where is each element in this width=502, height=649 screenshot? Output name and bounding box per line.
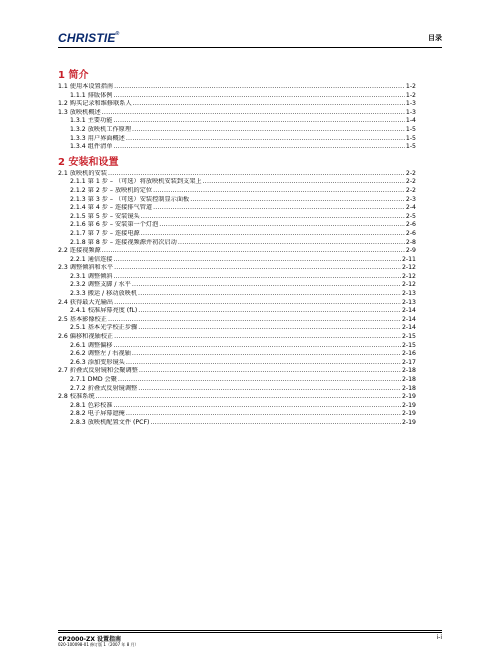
toc-entry-title: 2.7.2 折叠式反射镜调整: [70, 384, 138, 392]
toc-entry-title: 2.6.2 调整左 / 右视轴: [70, 350, 131, 358]
toc-leader-dots: [96, 393, 401, 402]
toc-entry-title: 2.1.6 第 6 步 – 安装第一个灯泡: [70, 221, 159, 229]
toc-leader-dots: [108, 170, 405, 179]
toc-entry-title: 2.4 获得最大光输出: [58, 298, 114, 306]
toc-leader-dots: [113, 402, 400, 411]
toc-leader-dots: [138, 290, 401, 299]
toc-entry-title: 1.3.4 组件清单: [70, 143, 113, 151]
toc-entry[interactable]: [58, 342, 416, 351]
toc-entry-title: 2.1.8 第 8 步 – 连接视频源并初次启动: [70, 238, 177, 246]
toc-entry[interactable]: [58, 367, 416, 376]
toc-entry-page: 2-11: [401, 255, 416, 263]
toc-entry-page: 2-2: [405, 169, 416, 177]
toc-entry-page: 2-15: [401, 341, 416, 349]
toc-entry-title: 2.2 连接视频源: [58, 247, 101, 255]
toc-entry[interactable]: [58, 247, 416, 256]
footer-revision: 020-100098-01 修订版 1（2007 年 8 月）: [58, 642, 139, 647]
logo-text: CHRISTIE: [58, 31, 116, 45]
toc-entry-title: 2.1.4 第 4 步 – 连接排气管道: [70, 204, 153, 212]
toc-entry[interactable]: [58, 178, 416, 187]
toc-entry-title: 2.5 基本影像校正: [58, 315, 107, 323]
toc-entry-title: 2.1.7 第 7 步 – 连接电源: [70, 229, 140, 237]
toc-entry-page: 2-2: [405, 178, 416, 186]
toc-leader-dots: [108, 316, 401, 325]
toc-entry[interactable]: [58, 135, 416, 144]
toc-leader-dots: [139, 367, 401, 376]
toc-entry-page: 2-12: [401, 264, 416, 272]
toc-leader-dots: [138, 307, 401, 316]
toc-entry[interactable]: [58, 230, 416, 239]
toc-entry-page: 2-2: [405, 186, 416, 194]
toc-entry-page: 2-4: [405, 204, 416, 212]
toc-entry[interactable]: [58, 333, 416, 342]
toc-entry-page: 2-3: [405, 195, 416, 203]
toc-leader-dots: [114, 333, 401, 342]
toc-entry-page: 2-12: [401, 281, 416, 289]
toc-entry-title: 2.6.3 添加变形镜头: [70, 358, 125, 366]
toc-entry-title: 2.8.3 放映机配置文件 (PCF): [70, 418, 150, 426]
toc-leader-dots: [153, 204, 405, 213]
chapter-2-entries: [58, 170, 416, 428]
toc-entry-page: 2-19: [401, 393, 416, 401]
footer-divider: [58, 630, 442, 631]
toc-leader-dots: [126, 410, 401, 419]
toc-entry-title: 2.6.1 调整偏移: [70, 341, 113, 349]
toc-leader-dots: [138, 324, 401, 333]
toc-entry[interactable]: [58, 290, 416, 299]
table-of-contents: [58, 68, 416, 428]
toc-leader-dots: [113, 143, 404, 152]
toc-entry-page: 2-14: [401, 307, 416, 315]
toc-entry-title: 2.4.1 校准屏幕亮度 (fL): [70, 307, 138, 315]
toc-entry[interactable]: [58, 307, 416, 316]
toc-entry[interactable]: [58, 256, 416, 265]
toc-entry-title: 2.3.2 调整支脚 / 水平: [70, 281, 131, 289]
toc-entry-title: 2.3.3 搬运 / 移动放映机: [70, 290, 138, 298]
toc-leader-dots: [118, 376, 401, 385]
toc-entry-page: 2-19: [401, 418, 416, 426]
toc-entry-page: 1-3: [405, 100, 416, 108]
toc-entry-page: 2-13: [401, 290, 416, 298]
toc-entry[interactable]: [58, 299, 416, 308]
toc-entry-title: 1.3 放映机概述: [58, 108, 101, 116]
page-header: [58, 31, 442, 46]
toc-entry[interactable]: [58, 109, 416, 118]
toc-entry-page: 2-9: [405, 247, 416, 255]
toc-entry[interactable]: [58, 385, 416, 394]
toc-entry-page: 2-17: [401, 358, 416, 366]
toc-leader-dots: [138, 385, 401, 394]
toc-leader-dots: [114, 264, 401, 273]
toc-entry-title: 2.1.5 第 5 步 – 安装镜头: [70, 212, 140, 220]
toc-entry-page: 2-18: [401, 367, 416, 375]
toc-entry-page: 2-18: [401, 376, 416, 383]
toc-entry-page: 2-16: [401, 350, 416, 358]
toc-entry-title: 2.8 校准系统: [58, 393, 95, 401]
toc-entry[interactable]: [58, 221, 416, 230]
toc-leader-dots: [141, 213, 405, 222]
chapter-1-entries: [58, 83, 416, 152]
toc-entry-title: 2.3 调整倾斜和水平: [58, 264, 114, 272]
toc-leader-dots: [159, 221, 405, 230]
toc-entry-page: 1-3: [405, 108, 416, 116]
toc-leader-dots: [203, 178, 405, 187]
toc-leader-dots: [114, 83, 405, 92]
toc-entry-title: 1.1 使用本设置指南: [58, 83, 114, 90]
toc-leader-dots: [132, 350, 401, 359]
toc-entry[interactable]: [58, 410, 416, 419]
toc-entry[interactable]: [58, 376, 416, 385]
toc-leader-dots: [133, 100, 405, 109]
toc-entry-title: 1.3.2 放映机工作原理: [70, 125, 132, 133]
toc-leader-dots: [102, 109, 405, 118]
toc-entry-page: 2-14: [401, 324, 416, 332]
toc-entry-title: 2.1.2 第 2 步 – 放映机的定位: [70, 186, 153, 194]
toc-entry-page: 1-5: [405, 134, 416, 142]
toc-leader-dots: [178, 239, 405, 248]
toc-entry[interactable]: [58, 92, 416, 101]
toc-entry-title: 2.2.1 通信连接: [70, 255, 113, 263]
toc-entry-page: 2-18: [401, 384, 416, 392]
toc-entry[interactable]: [58, 324, 416, 333]
toc-entry-page: 1-5: [405, 125, 416, 133]
toc-entry[interactable]: [58, 239, 416, 248]
toc-entry[interactable]: [58, 196, 416, 205]
toc-entry-title: 2.7 折叠式反射镜和会聚调整: [58, 367, 138, 375]
toc-entry-title: 1.3.1 主要功能: [70, 117, 113, 125]
toc-leader-dots: [141, 230, 405, 239]
toc-entry[interactable]: [58, 126, 416, 135]
toc-entry[interactable]: [58, 83, 416, 92]
toc-entry-page: 2-19: [401, 410, 416, 418]
toc-entry[interactable]: [58, 281, 416, 290]
toc-entry-title: 2.1 放映机的安装: [58, 169, 107, 177]
toc-leader-dots: [102, 247, 405, 256]
toc-leader-dots: [150, 419, 401, 428]
toc-entry-title: 2.8.2 电子屏幕遮掩: [70, 410, 125, 418]
toc-entry-page: 2-5: [405, 212, 416, 220]
toc-entry-title: 2.5.1 基本光学校正步骤: [70, 324, 138, 332]
toc-entry[interactable]: [58, 100, 416, 109]
toc-leader-dots: [113, 92, 404, 101]
toc-entry-title: 1.1.1 排版体例: [70, 91, 113, 99]
toc-leader-dots: [113, 256, 400, 265]
toc-entry-title: 2.1.3 第 3 步 – （可选）安装控制显示面板: [70, 195, 190, 203]
toc-entry-page: 2-19: [401, 401, 416, 409]
toc-leader-dots: [190, 196, 405, 205]
chapter-1-heading: 1 简介: [58, 70, 89, 81]
toc-entry-page: 1-2: [405, 83, 416, 90]
toc-entry[interactable]: [58, 204, 416, 213]
toc-entry-title: 2.7.1 DMD 会聚: [70, 376, 117, 383]
toc-entry[interactable]: [58, 143, 416, 152]
toc-entry[interactable]: [58, 170, 416, 179]
toc-entry-page: 2-8: [405, 238, 416, 246]
toc-entry[interactable]: [58, 359, 416, 368]
toc-entry-title: 2.6 偏移和视轴校正: [58, 333, 114, 341]
header-title: 目录: [428, 34, 442, 42]
logo-trademark: ®: [115, 31, 120, 37]
toc-leader-dots: [114, 299, 401, 308]
footer-divider-thin: [58, 632, 442, 633]
chapter-2-heading: 2 安装和设置: [58, 156, 119, 168]
toc-entry[interactable]: [58, 264, 416, 273]
footer-page-number: i-i: [436, 634, 442, 641]
toc-leader-dots: [113, 342, 400, 351]
header-divider: [58, 47, 442, 48]
toc-entry[interactable]: [58, 419, 416, 428]
toc-entry-title: 2.8.1 色彩校准: [70, 401, 113, 409]
toc-leader-dots: [132, 281, 401, 290]
toc-entry[interactable]: [58, 273, 416, 282]
toc-entry-page: 1-5: [405, 143, 416, 151]
footer-model: CP2000-ZX 设置指南: [58, 636, 122, 643]
toc-leader-dots: [126, 135, 405, 144]
toc-entry[interactable]: [58, 213, 416, 222]
toc-entry-title: 1.2 购买记录和维修联系人: [58, 100, 132, 108]
toc-leader-dots: [113, 273, 400, 282]
toc-entry-page: 1-4: [405, 117, 416, 125]
toc-entry-title: 2.1.1 第 1 步 – （可选）将放映机安装到支架上: [70, 178, 202, 186]
toc-entry[interactable]: [58, 393, 416, 402]
toc-leader-dots: [126, 359, 401, 368]
toc-entry-page: 2-15: [401, 333, 416, 341]
toc-entry[interactable]: [58, 316, 416, 325]
toc-entry-page: 1-2: [405, 91, 416, 99]
toc-entry[interactable]: [58, 402, 416, 411]
toc-entry-page: 2-13: [401, 298, 416, 306]
page-footer: [58, 634, 442, 648]
toc-entry-page: 2-6: [405, 221, 416, 229]
toc-entry-page: 2-6: [405, 229, 416, 237]
toc-entry-page: 2-14: [401, 315, 416, 323]
toc-entry[interactable]: [58, 187, 416, 196]
toc-leader-dots: [132, 126, 405, 135]
christie-logo: [58, 31, 120, 46]
toc-entry[interactable]: [58, 117, 416, 126]
toc-entry-title: 1.3.3 用户界面概述: [70, 134, 125, 142]
toc-entry[interactable]: [58, 350, 416, 359]
toc-leader-dots: [153, 187, 405, 196]
toc-entry-page: 2-12: [401, 272, 416, 280]
toc-entry-title: 2.3.1 调整倾斜: [70, 272, 113, 280]
toc-leader-dots: [113, 117, 404, 126]
